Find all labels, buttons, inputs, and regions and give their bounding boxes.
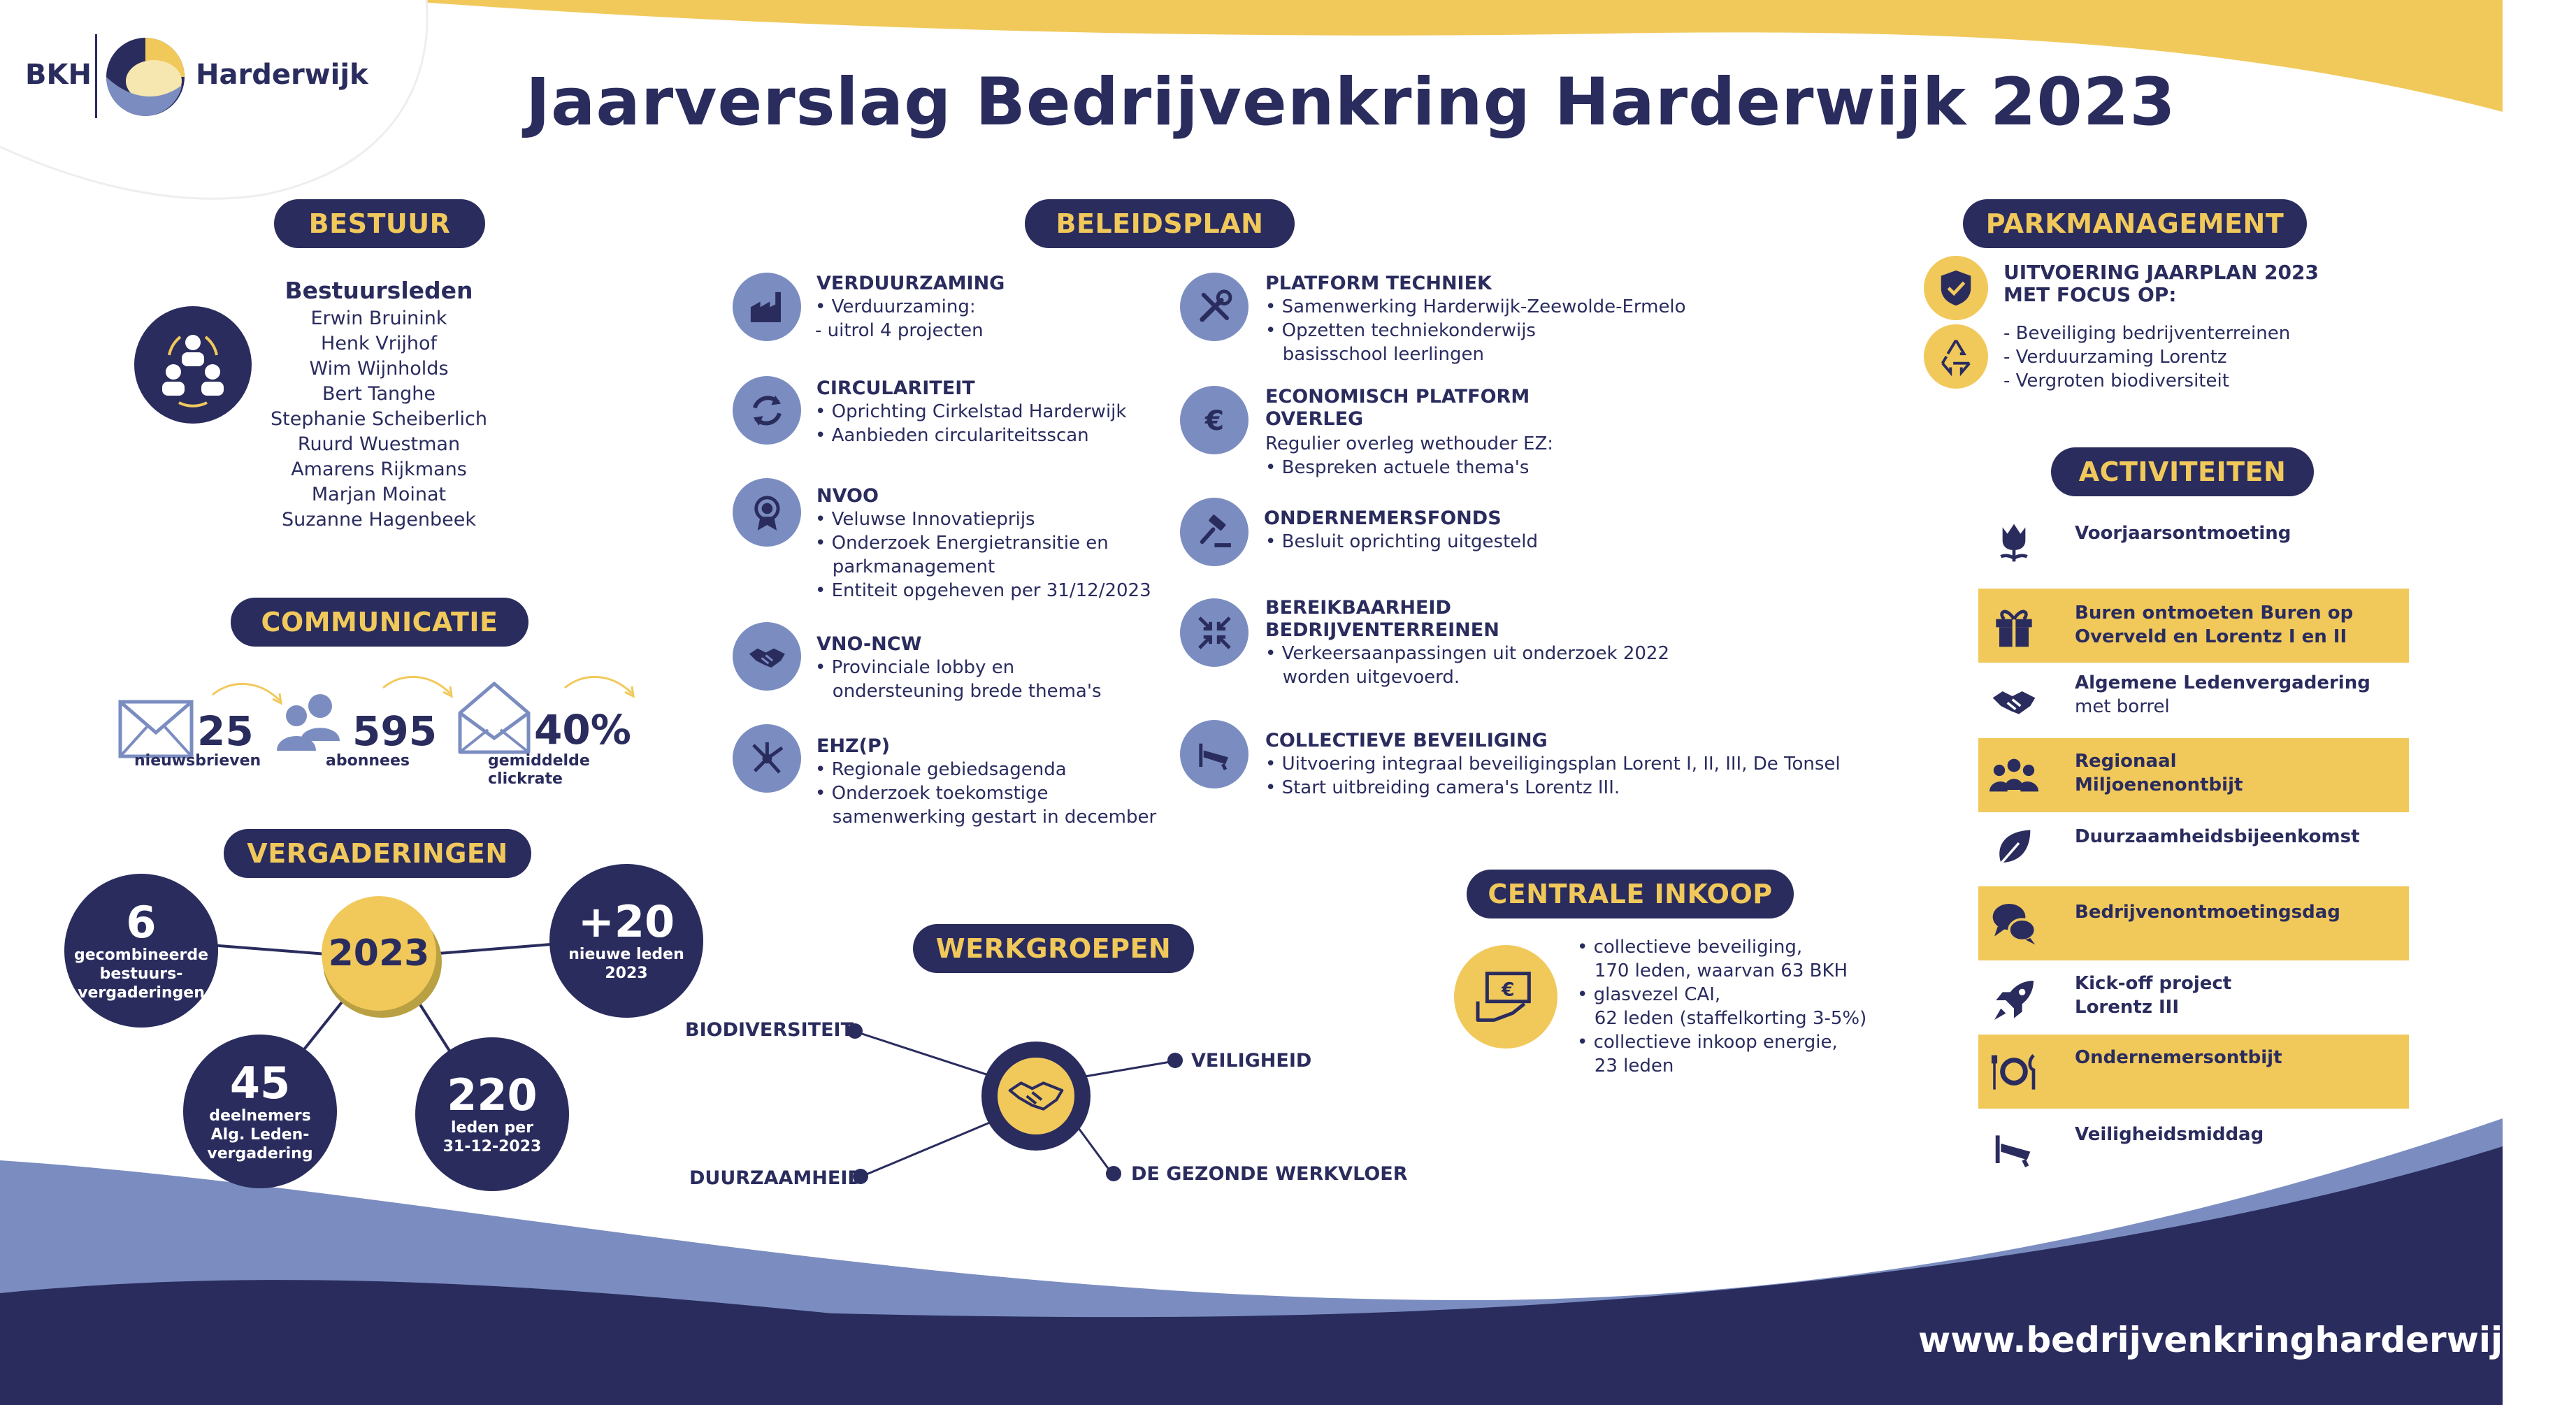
- werkgroep-label: DE GEZONDE WERKVLOER: [1131, 1163, 1408, 1185]
- beleid-item-title: ECONOMISCH PLATFORM OVERLEG: [1265, 386, 1530, 430]
- werkgroepen-heading: WERKGROEPEN: [913, 924, 1194, 973]
- bestuur-icon-circle: [134, 306, 252, 424]
- werkgroepen-center: [981, 1042, 1091, 1151]
- beleid-item-text: • Uitvoering integraal beveiligingsplan Lorent I, II, III, De Tonsel • Start uitbreiding camera's Lorentz III.: [1265, 754, 1841, 798]
- beleid-item-title: PLATFORM TECHNIEK: [1265, 273, 1492, 294]
- parkmanagement-title: UITVOERING JAARPLAN 2023 MET FOCUS OP:: [2003, 261, 2319, 306]
- chat-bubbles-icon: [1989, 899, 2038, 948]
- activity-item: Kick-off project Lorentz III: [1978, 963, 2409, 1037]
- vergaderingen-center: [322, 896, 436, 1011]
- beleid-item-title: NVOO: [816, 485, 879, 507]
- network-icon: [733, 724, 801, 793]
- tulip-icon: [1989, 516, 2038, 565]
- beleid-item-title: VERDUURZAMING: [816, 273, 1005, 294]
- people-icon: [273, 692, 350, 755]
- shield-icon-circle: [1924, 256, 1988, 320]
- group-icon: [1989, 751, 2038, 800]
- arrow-icon: [562, 672, 639, 707]
- logo-harderwijk-text: Harderwijk: [196, 59, 368, 91]
- footer-url-link[interactable]: www.bedrijvenkringharderwijk.nl: [1918, 1320, 2576, 1360]
- tools-icon: [1180, 273, 1249, 341]
- centrale-inkoop-heading: CENTRALE INKOOP: [1467, 870, 1794, 918]
- activity-item: Duurzaamheidsbijeenkomst: [1978, 811, 2409, 885]
- bestuur-member: Erwin Bruinink: [310, 308, 447, 329]
- handshake-icon: [733, 622, 801, 691]
- bestuur-member: Stephanie Scheiberlich: [271, 408, 487, 430]
- werkgroep-label: DUURZAAMHEID: [689, 1167, 863, 1189]
- activity-item: Algemene Ledenvergadering met borrel: [1978, 664, 2409, 738]
- logo-divider: [95, 34, 97, 118]
- euro-icon: [1180, 386, 1249, 454]
- beleid-item-title: VNO-NCW: [816, 633, 922, 655]
- arrow-icon: [380, 672, 457, 707]
- bestuur-member: Wim Wijnholds: [309, 358, 449, 380]
- stat-abonnees-label: abonnees: [326, 752, 410, 770]
- activity-item: Bedrijvenontmoetingsdag: [1978, 886, 2409, 960]
- open-envelope-icon: [456, 679, 533, 756]
- bestuur-member: Bert Tanghe: [322, 383, 436, 405]
- bestuur-heading: BESTUUR: [274, 199, 485, 248]
- activity-item: Ondernemersontbijt: [1978, 1035, 2409, 1109]
- vergaderingen-stat: 6 gecombineerde bestuurs- vergaderingen: [64, 874, 218, 1028]
- vergaderingen-year: 2023: [328, 932, 430, 974]
- activity-item: Regionaal Miljoenenontbijt: [1978, 738, 2409, 812]
- page-title: Jaarverslag Bedrijvenkring Harderwijk 2023: [526, 64, 2176, 140]
- svg-text:€: €: [1502, 979, 1515, 1001]
- logo: [25, 31, 368, 122]
- beleid-item-text: • Verduurzaming: - uitrol 4 projecten: [815, 296, 984, 341]
- parkmanagement-list: - Beveiliging bedrijventerreinen - Verduurzaming Lorentz - Vergroten biodiversiteit: [2003, 323, 2291, 391]
- handshake-icon: [1008, 1075, 1064, 1117]
- vergaderingen-heading: VERGADERINGEN: [224, 829, 531, 878]
- recycle-icon: [1936, 336, 1976, 377]
- rocket-icon: [1989, 976, 2038, 1025]
- activity-item: Veiligheidsmiddag: [1978, 1111, 2409, 1186]
- beleidsplan-heading: BELEIDSPLAN: [1025, 199, 1295, 248]
- werkgroep-label: VEILIGHEID: [1191, 1050, 1312, 1072]
- camera-icon: [1180, 720, 1249, 788]
- activiteiten-heading: ACTIVITEITEN: [2051, 447, 2314, 496]
- plate-icon: [1989, 1047, 2038, 1096]
- beleid-item-text: Regulier overleg wethouder EZ: • Bespreken actuele thema's: [1265, 433, 1554, 478]
- inkoop-text: • collectieve beveiliging, 170 leden, waarvan 63 BKH • glasvezel CAI, 62 leden (staffelkorting 3-5%) • collectieve inkoop energie, 23 leden: [1577, 937, 1867, 1076]
- connector-dot: [1106, 1166, 1121, 1181]
- gift-icon: [1989, 601, 2038, 650]
- beleid-item-text: • Oprichting Cirkelstad Harderwijk • Aanbieden circulariteitsscan: [815, 401, 1127, 446]
- connector-dot: [1167, 1053, 1183, 1068]
- beleid-item-text: • Samenwerking Harderwijk-Zeewolde-Ermelo • Opzetten techniekonderwijs basisschool leerlingen: [1265, 296, 1686, 365]
- vergaderingen-stat: 45 deelnemers Alg. Leden- vergadering: [183, 1035, 337, 1188]
- bestuur-member: Amarens Rijkmans: [291, 459, 467, 480]
- stat-nieuwsbrieven-label: nieuwsbrieven: [134, 752, 261, 770]
- stat-clickrate-value: 40%: [534, 706, 631, 754]
- beleid-item-text: • Provinciale lobby en ondersteuning brede thema's: [815, 657, 1102, 702]
- logo-emblem-icon: [103, 35, 187, 119]
- beleid-item-text: • Besluit oprichting uitgesteld: [1265, 531, 1538, 552]
- money-hand-icon: [1471, 962, 1541, 1032]
- shield-icon: [1936, 268, 1976, 308]
- bestuur-member: Suzanne Hagenbeek: [281, 509, 477, 531]
- activity-item: Voorjaarsontmoeting: [1978, 503, 2409, 577]
- recycle-arrows-icon: [733, 376, 801, 445]
- bestuur-subheading: Bestuursleden: [285, 277, 473, 304]
- communicatie-heading: COMMUNICATIE: [231, 598, 528, 647]
- inkoop-icon-circle: [1454, 945, 1557, 1049]
- logo-bkh-text: BKH: [25, 59, 92, 91]
- beleid-item-title: COLLECTIEVE BEVEILIGING: [1265, 730, 1548, 751]
- beleid-item-text: • Verkeersaanpassingen uit onderzoek 2022 worden uitgevoerd.: [1265, 643, 1670, 688]
- beleid-item-text: • Veluwse Innovatieprijs • Onderzoek Energietransitie en parkmanagement • Entiteit opgeheven per 31/12/2023: [815, 509, 1151, 601]
- stat-clickrate-label: gemiddelde clickrate: [488, 752, 590, 788]
- recycle-icon-circle: [1924, 324, 1988, 389]
- activity-item: Buren ontmoeten Buren op Overveld en Lorentz I en II: [1978, 589, 2409, 663]
- svg-text:€: €: [1204, 405, 1224, 437]
- vergaderingen-stat: +20 nieuwe leden 2023: [549, 864, 703, 1018]
- envelope-icon: [117, 699, 194, 759]
- beleid-item-title: CIRCULARITEIT: [816, 377, 975, 399]
- werkgroep-label: BIODIVERSITEIT: [685, 1019, 854, 1041]
- parkmanagement-heading: PARKMANAGEMENT: [1963, 199, 2307, 248]
- bestuur-list: [260, 275, 498, 533]
- bestuur-member: Marjan Moinat: [311, 484, 447, 505]
- factory-icon: [733, 273, 801, 341]
- arrows-in-icon: [1180, 598, 1249, 667]
- award-icon: [733, 478, 801, 547]
- beleid-item-title: EHZ(P): [816, 735, 891, 757]
- leaf-icon: [1989, 823, 2038, 872]
- handshake-icon: [1989, 677, 2038, 726]
- bestuur-member: Ruurd Wuestman: [297, 433, 461, 455]
- beleid-item-title: ONDERNEMERSFONDS: [1264, 507, 1502, 529]
- stat-abonnees-value: 595: [352, 707, 438, 755]
- camera-icon: [1989, 1124, 2038, 1173]
- stat-nieuwsbrieven-value: 25: [197, 707, 254, 755]
- beleid-item-text: • Regionale gebiedsagenda • Onderzoek toekomstige samenwerking gestart in december: [815, 759, 1157, 828]
- beleid-item-title: BEREIKBAARHEID BEDRIJVENTERREINEN: [1265, 597, 1499, 641]
- bestuur-member: Henk Vrijhof: [321, 333, 437, 354]
- gavel-icon: [1180, 498, 1249, 566]
- vergaderingen-stat: 220 leden per 31-12-2023: [415, 1037, 569, 1191]
- team-icon: [134, 306, 252, 424]
